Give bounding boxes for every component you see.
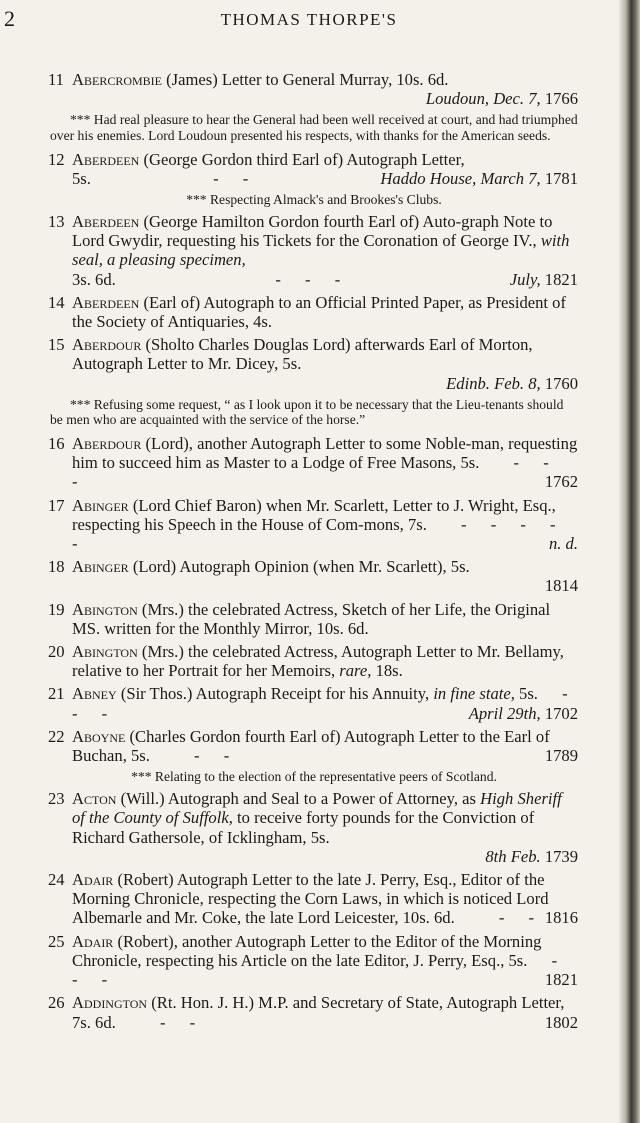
entry-dashes: - -: [498, 908, 545, 928]
entry-body-italic: with seal, a pleasing specimen,: [72, 231, 570, 270]
entry-date: n. d.: [548, 534, 578, 554]
entry-year: 1816: [544, 908, 578, 928]
entry-21: [50, 684, 578, 722]
entry-place: April 29th,: [468, 703, 541, 723]
entry-dashes: - - -: [72, 950, 568, 990]
entry-year: 1802: [544, 1012, 578, 1032]
entry-number: 23: [48, 789, 65, 809]
entry-body-italic: in fine state,: [433, 684, 515, 704]
page-number: 2: [4, 6, 15, 31]
entry-name: Abinger: [72, 495, 129, 515]
entry-dashes: - - - - -: [72, 514, 566, 554]
entry-body: (Robert) Autograph Letter to the late J. Perry, Esq., Editor of the Morning Chronicle, respecting the Corn Laws, in which is noticed Lord Albemarle and Mr. Coke, the late Lord Leicester, 10s. 6d.: [72, 870, 549, 928]
entry-name: Aberdeen: [72, 292, 140, 312]
entry-name: Addington: [72, 993, 148, 1013]
entry-name: Abinger: [72, 557, 129, 577]
entry-number: 20: [48, 642, 65, 662]
entry-body: (Mrs.) the celebrated Actress, Autograph Letter to Mr. Bellamy, relative to her Portrait for her Memoirs,: [72, 642, 564, 681]
entry-23: [50, 789, 578, 866]
entry-11: [50, 70, 578, 108]
entry-16: [50, 434, 578, 492]
entry-number: 21: [48, 684, 65, 704]
entry-year: 1739: [544, 846, 578, 866]
catalogue-entries: [50, 70, 578, 1036]
entry-body: (Sir Thos.) Autograph Receipt for his Annuity,: [120, 684, 430, 704]
entry-18: [50, 557, 578, 595]
entry-dashes: - -: [159, 1012, 206, 1032]
entry-date-line: [72, 374, 578, 393]
entry-year: 1702: [544, 703, 578, 723]
entry-number: 25: [48, 931, 65, 951]
entry-number: 12: [48, 149, 65, 169]
entry-body: (Lord Chief Baron) when Mr. Scarlett, Letter to J. Wright, Esq., respecting his Speech in the House of Com-mons, 7s.: [72, 495, 556, 534]
entry-dashes: - - -: [72, 453, 559, 492]
entry-date-line: [72, 576, 578, 595]
entry-body-continued: to receive forty pounds for the Conviction of Richard Gathersole, of Icklingham, 5s.: [72, 808, 535, 847]
entry-year: 1821: [544, 269, 578, 289]
entry-name: Aberdour: [72, 335, 142, 355]
entry-year: 1814: [544, 576, 578, 596]
entry-number: 22: [48, 726, 65, 746]
entry-body-italic: rare,: [339, 661, 372, 681]
entry-name: Abercrombie: [72, 70, 162, 89]
entry-note: *** Had real pleasure to hear the General had been well received at court, and had triumphed over his enemies. Lord Loudoun presented his respects, with thanks for the American seeds.: [50, 112, 578, 143]
entry-name: Aboyne: [72, 726, 126, 746]
entry-13: [50, 212, 578, 289]
entry-price: 5s.: [72, 168, 91, 188]
entry-body: (Will.) Autograph and Seal to a Power of Attorney, as: [120, 789, 476, 809]
entry-place: Loudoun, Dec. 7,: [425, 89, 541, 109]
entry-26: [50, 993, 578, 1031]
entry-year: 1781: [544, 168, 578, 188]
entry-year: 1766: [544, 89, 578, 109]
entry-number: 16: [48, 434, 65, 454]
entry-body: (Robert), another Autograph Letter to the Editor of the Morning Chronicle, respecting his Article on the late Editor, J. Perry, Esq., 5s.: [72, 931, 542, 970]
entry-20: [50, 642, 578, 680]
entry-body: (Rt. Hon. J. H.) M.P. and Secretary of State, Autograph Letter, 7s. 6d.: [72, 993, 565, 1032]
entry-body: (George Hamilton Gordon fourth Earl of) Auto-graph Note to Lord Gwydir, requesting his Tickets for the Coronation of George IV.,: [72, 212, 553, 251]
entry-number: 18: [48, 557, 65, 577]
page-edge-shadow: [618, 0, 640, 1123]
entry-body: (Sholto Charles Douglas Lord) afterwards Earl of Morton, Autograph Letter to Mr. Dicey, 5s.: [72, 335, 533, 374]
entry-number: 15: [48, 335, 65, 355]
entry-date-line: [72, 169, 578, 188]
entry-dashes: - - -: [72, 684, 578, 723]
entry-number: 19: [48, 599, 65, 619]
entry-date-line: [72, 270, 578, 289]
entry-15: [50, 335, 578, 393]
entry-name: Abney: [72, 684, 117, 704]
entry-dashes: - -: [213, 168, 259, 188]
entry-dashes: - - -: [275, 269, 351, 289]
entry-price: 18s.: [375, 661, 403, 681]
entry-14: [50, 293, 578, 331]
entry-place: July,: [509, 269, 541, 289]
entry-name: Abington: [72, 599, 138, 619]
entry-body-italic: High Sheriff of the County of Suffolk,: [72, 789, 562, 828]
entry-number: 13: [48, 212, 65, 231]
entry-body: (George Gordon third Earl of) Autograph Letter,: [143, 149, 465, 169]
entry-body: (Charles Gordon fourth Earl of) Autograph Letter to the Earl of Buchan, 5s.: [72, 726, 550, 766]
entry-name: Abington: [72, 642, 138, 662]
entry-number: 11: [48, 70, 64, 89]
entry-name: Adair: [72, 931, 114, 951]
entry-number: 14: [48, 292, 65, 312]
entry-name: Acton: [72, 789, 117, 809]
entry-number: 24: [48, 870, 65, 890]
entry-place: Edinb. Feb. 8,: [446, 373, 541, 393]
entry-price: 5s.: [519, 684, 538, 704]
entry-year: 1789: [544, 746, 578, 766]
entry-date-line: [72, 89, 578, 108]
entry-17: [50, 496, 578, 554]
entry-note: *** Respecting Almack's and Brookes's Clubs.: [186, 192, 442, 207]
entry-note: *** Refusing some request, “ as I look upon it to be necessary that the Lieu-tenants should be men who are acquainted with the service of the horse.”: [50, 396, 564, 428]
entry-body: (Mrs.) the celebrated Actress, Sketch of her Life, the Original MS. written for the Monthly Mirror, 10s. 6d.: [72, 599, 551, 638]
entry-12: [50, 150, 578, 188]
entry-25: [50, 932, 578, 990]
entry-place: 8th Feb.: [485, 846, 541, 866]
entry-year: 1762: [544, 472, 578, 492]
entry-name: Adair: [72, 870, 114, 890]
entry-date-line: [72, 847, 578, 866]
entry-price: 3s. 6d.: [72, 269, 116, 289]
entry-name: Aberdeen: [72, 212, 140, 231]
running-head: THOMAS THORPE'S: [220, 10, 398, 29]
entry-place: Haddo House, March 7,: [380, 168, 541, 188]
entry-note: *** Relating to the election of the representative peers of Scotland.: [131, 769, 497, 785]
entry-name: Aberdour: [72, 434, 142, 454]
entry-number: 26: [48, 993, 65, 1013]
entry-name: Aberdeen: [72, 149, 140, 169]
entry-22: [50, 727, 578, 765]
entry-body: (Lord) Autograph Opinion (when Mr. Scarlett), 5s.: [132, 557, 470, 577]
entry-24: [50, 870, 578, 928]
entry-body: (James) Letter to General Murray, 10s. 6d.: [166, 70, 449, 89]
entry-dashes: - -: [194, 746, 240, 766]
entry-19: [50, 600, 578, 638]
entry-year: 1760: [544, 373, 578, 393]
entry-year: 1821: [544, 970, 578, 990]
entry-number: 17: [48, 495, 65, 515]
entry-body: (Lord), another Autograph Letter to some Noble-man, requesting him to succeed him as Master to a Lodge of Free Masons, 5s.: [72, 434, 578, 473]
entry-body: (Earl of) Autograph to an Official Printed Paper, as President of the Society of Antiquaries, 4s.: [72, 292, 567, 332]
